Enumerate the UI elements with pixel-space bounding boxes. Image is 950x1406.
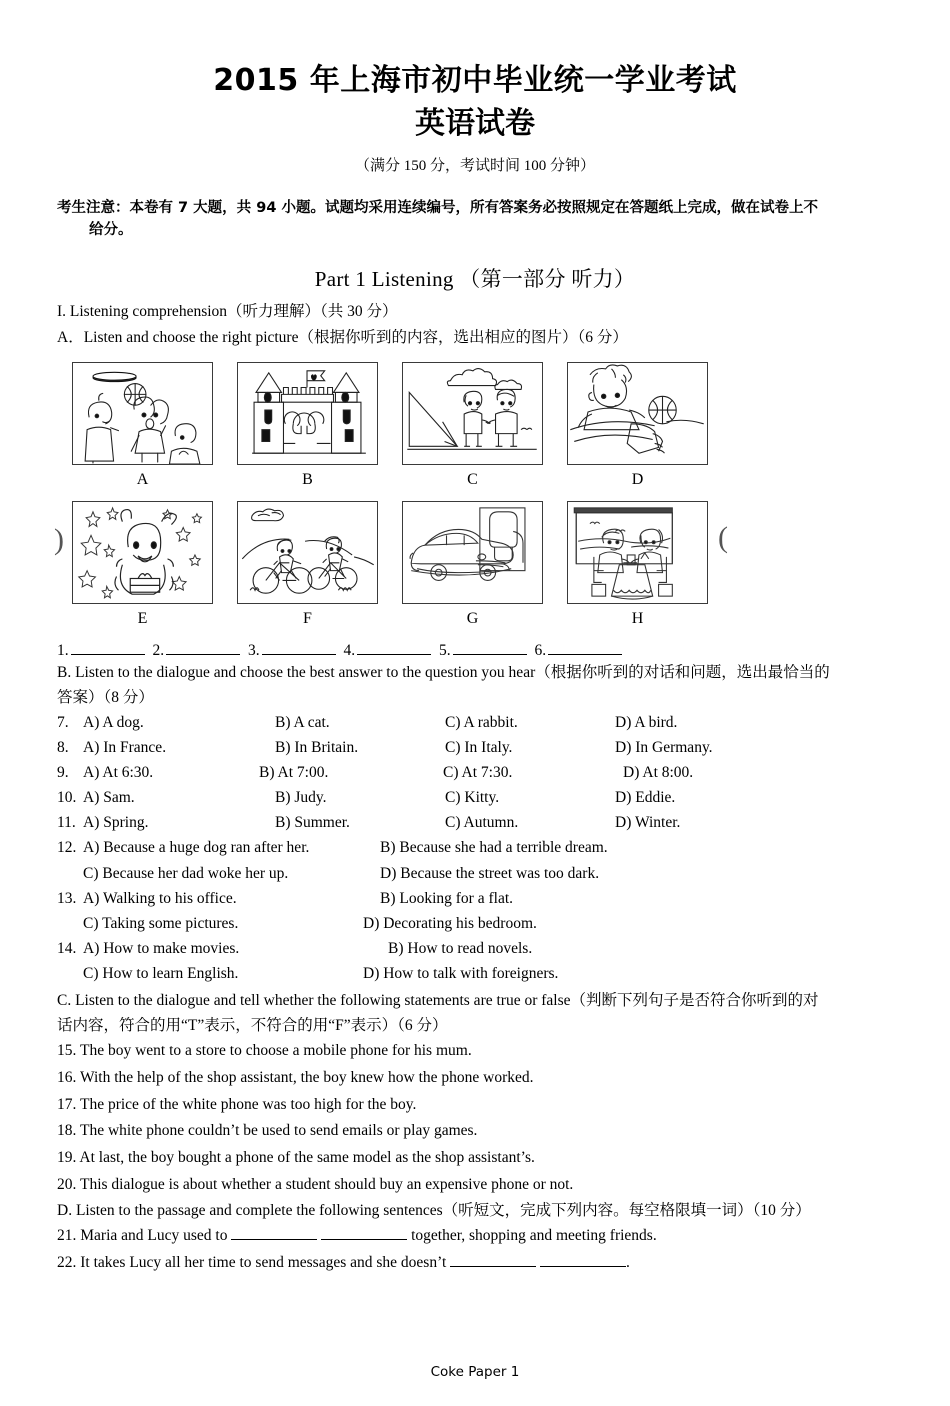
question-number-7: 7. [57,713,69,731]
q11-option-d[interactable]: D) Winter. [615,814,681,832]
q11-option-a[interactable]: A) Spring. [83,814,149,832]
question-row-14-second-line [57,961,895,986]
q21-text-after: together, shopping and meeting friends. [407,1227,657,1245]
answer-blanks-row[interactable] [57,642,895,660]
question-number-11: 11. [57,814,76,832]
statement-20[interactable]: 20. This dialogue is about whether a student should buy an expensive phone or not. [57,1175,574,1193]
q12-option-c[interactable]: C) Because her dad woke her up. [83,864,289,882]
picture-label-b: B [302,470,313,488]
picture-grid [0,362,950,628]
q14-option-d[interactable]: D) How to talk with foreigners. [363,964,559,982]
q12-option-b[interactable]: B) Because she had a terrible dream. [380,839,608,857]
question-row-9 [57,760,895,785]
question-number-10: 10. [57,789,77,807]
q22-text-before: 22. It takes Lucy all her time to send messages and she doesn’t [57,1254,451,1271]
picture-label-g: G [466,609,479,627]
spacer [57,911,83,936]
kids-playing-basketball-image [72,362,213,465]
q9-option-a[interactable]: A) At 6:30. [83,764,154,782]
question-row-13 [57,886,895,911]
question-row-10 [57,785,895,810]
picture-cell-g[interactable] [390,501,555,628]
question-number-14: 14. [57,939,77,957]
q7-option-a[interactable]: A) A dog. [83,713,144,731]
q14-option-b[interactable]: B) How to read novels. [388,939,533,957]
vintage-car-at-station-image [402,501,543,604]
picture-label-a: A [136,470,149,488]
picture-label-d: D [631,470,644,488]
q8-option-a[interactable]: A) In France. [83,738,167,756]
q9-option-d[interactable]: D) At 8:00. [623,764,694,782]
question-row-8 [57,735,895,760]
q14-option-a[interactable]: A) How to make movies. [83,939,240,957]
picture-cell-h[interactable] [555,501,728,628]
picture-row-1 [0,362,950,489]
section-b-instruction-line-1: B. Listen to the dialogue and choose the best answer to the question you hear（根据你听到的对话和问题，选出最恰当的 [57,663,830,681]
picture-cell-b[interactable] [225,362,390,489]
statement-16[interactable]: 16. With the help of the shop assistant, the boy knew how the phone worked. [57,1068,534,1086]
part-heading: Part 1 Listening （第一部分 听力） [314,267,636,292]
section-b-instruction-line-2: 答案）（8 分） [57,688,154,706]
page-subtitle: 英语试卷 [415,105,535,141]
girl-with-gift-and-stars-image [72,501,213,604]
blank-num-3: 3. [248,641,260,659]
score-and-time-line: （满分 150 分，考试时间 100 分钟） [354,157,595,174]
question-row-7 [57,710,895,735]
q12-option-a[interactable]: A) Because a huge dog ran after her. [83,839,310,857]
q11-option-c[interactable]: C) Autumn. [445,814,519,832]
q13-option-d[interactable]: D) Decorating his bedroom. [363,914,537,932]
notice-line-2: 给分。 [89,221,133,238]
picture-cell-d[interactable] [555,362,720,489]
statement-17[interactable]: 17. The price of the white phone was too high for the boy. [57,1095,417,1113]
notice-line-1: 考生注意：本卷有 7 大题，共 94 小题。试题均采用连续编号，所有答案务必按照规定在答题纸上完成，做在试卷上不 [57,199,818,216]
question-number-13: 13. [57,889,77,907]
picture-cell-c[interactable] [390,362,555,489]
q11-option-b[interactable]: B) Summer. [275,814,350,832]
section-c-instruction-line-1: C. Listen to the dialogue and tell whether the following statements are true or false（判断下列句子是否符合你听到的对 [57,992,819,1010]
q22-blank-2[interactable] [540,1266,626,1267]
blank-num-5: 5. [439,641,451,659]
question-row-13-second-line [57,911,895,936]
q8-option-c[interactable]: C) In Italy. [445,738,513,756]
picture-row-2 [0,501,950,628]
q9-option-c[interactable]: C) At 7:30. [443,764,513,782]
couple-dining-by-sea-window-image [567,501,708,604]
q21-blank-1[interactable] [231,1239,317,1240]
candidate-notice [57,197,895,242]
picture-cell-e[interactable] [54,501,225,628]
blank-num-4: 4. [343,641,356,659]
q13-option-a[interactable]: A) Walking to his office. [83,889,237,907]
q7-option-c[interactable]: C) A rabbit. [445,713,518,731]
q9-option-b[interactable]: B) At 7:00. [259,764,329,782]
q14-option-c[interactable]: C) How to learn English. [83,964,239,982]
section-i-heading: I. Listening comprehension（听力理解）（共 30 分） [57,303,398,321]
castle-with-mouse-flag-image [237,362,378,465]
statement-15[interactable]: 15. The boy went to a store to choose a mobile phone for his mum. [57,1042,472,1060]
page-footer: Coke Paper 1 [430,1364,520,1380]
section-c-instruction-line-2: 话内容，符合的用“T”表示，不符合的用“F”表示）（6 分） [57,1017,448,1035]
blank-input-1[interactable] [71,654,145,655]
section-d-instruction: D. Listen to the passage and complete the following sentences（听短文，完成下列内容。每空格限填一词）（10 分） [57,1202,811,1220]
children-riding-bicycles-image [237,501,378,604]
question-number-8: 8. [57,738,69,756]
question-22 [57,1250,895,1277]
section-a-instruction: A．Listen and choose the right picture（根据你听到的内容，选出相应的图片）（6 分） [57,328,628,346]
page-title: 2015 年上海市初中毕业统一学业考试 [213,63,737,98]
question-row-14 [57,936,895,961]
q13-option-b[interactable]: B) Looking for a flat. [380,889,514,907]
q8-option-b[interactable]: B) In Britain. [275,738,359,756]
statement-18[interactable]: 18. The white phone couldn’t be used to send emails or play games. [57,1122,478,1140]
q10-option-c[interactable]: C) Kitty. [445,789,500,807]
blank-num-6: 6. [534,641,547,659]
blank-input-2[interactable] [166,654,240,655]
blank-input-5[interactable] [453,654,527,655]
picture-cell-a[interactable] [60,362,225,489]
children-camping-tent-image [402,362,543,465]
q22-text-after: . [626,1254,630,1271]
question-row-11 [57,810,895,835]
blank-input-4[interactable] [357,654,431,655]
blank-input-3[interactable] [262,654,336,655]
right-edge-arc-artifact: ( [718,520,728,554]
q8-option-d[interactable]: D) In Germany. [615,738,713,756]
q21-text-before: 21. Maria and Lucy used to [57,1227,232,1245]
q12-option-d[interactable]: D) Because the street was too dark. [380,864,600,882]
picture-label-h: H [631,609,644,627]
question-row-12 [57,835,895,860]
blank-input-6[interactable] [548,654,622,655]
q7-option-b[interactable]: B) A cat. [275,713,330,731]
picture-label-e: E [137,609,148,627]
blank-num-1: 1. [57,641,69,659]
spacer [57,861,83,886]
q7-option-d[interactable]: D) A bird. [615,713,678,731]
q22-blank-1[interactable] [450,1266,536,1267]
question-21 [57,1223,895,1250]
picture-label-c: C [467,470,478,488]
injured-boy-in-bed-with-basketball-image [567,362,708,465]
statement-19[interactable]: 19. At last, the boy bought a phone of the same model as the shop assistant’s. [57,1148,535,1166]
left-edge-arc-artifact: ) [54,522,64,556]
exam-paper-page [0,62,950,1406]
question-number-12: 12. [57,839,77,857]
q21-blank-2[interactable] [321,1239,407,1240]
picture-label-f: F [303,609,312,627]
q10-option-a[interactable]: A) Sam. [83,789,135,807]
question-row-12-second-line [57,861,895,886]
question-number-9: 9. [57,764,69,782]
q13-option-c[interactable]: C) Taking some pictures. [83,914,239,932]
spacer [57,961,83,986]
blank-num-2: 2. [152,641,165,659]
picture-cell-f[interactable] [225,501,390,628]
q10-option-d[interactable]: D) Eddie. [615,789,676,807]
q10-option-b[interactable]: B) Judy. [275,789,327,807]
